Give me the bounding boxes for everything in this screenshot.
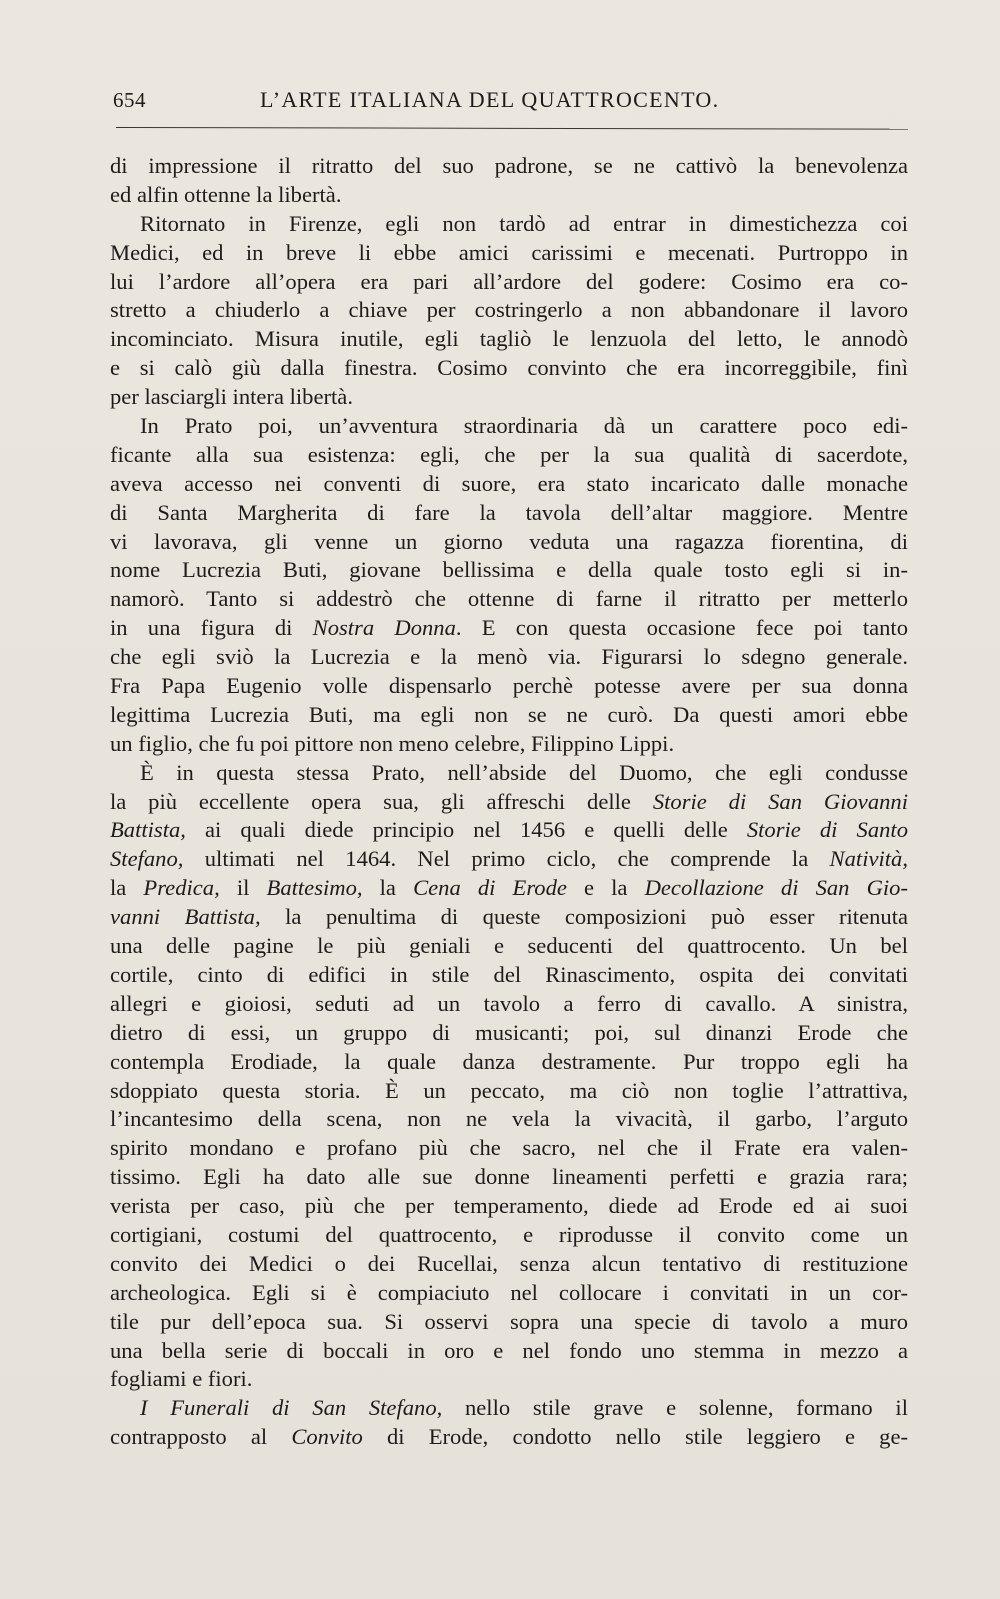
text-line: che egli sviò la Lucrezia e la menò via. Figurarsi lo sdegno generale. — [110, 644, 908, 670]
text-line: in una figura di Nostra Donna. E con questa occasione fece poi tanto — [110, 615, 908, 641]
text-line: Fra Papa Eugenio volle dispensarlo perchè potesse avere per sua donna — [110, 673, 908, 699]
text-line: archeologica. Egli si è compiaciuto nel collocare i convitati in un cor- — [110, 1279, 908, 1305]
text-line: vanni Battista, la penultima di queste composizioni può esser ritenuta — [110, 904, 908, 930]
text-line: Battista, ai quali diede principio nel 1456 e quelli delle Storie di Santo — [110, 817, 908, 843]
text-line: fogliami e fiori. — [110, 1366, 253, 1392]
text-line: di impressione il ritratto del suo padrone, se ne cattivò la benevolenza — [110, 153, 908, 178]
text-line: nome Lucrezia Buti, giovane bellissima e della quale tosto egli si in- — [110, 557, 908, 583]
text-line: In Prato poi, un’avventura straordinaria dà un carattere poco edi- — [140, 413, 908, 439]
text-line: verista per caso, più che per temperamento, diede ad Erode ed ai suoi — [110, 1193, 908, 1219]
text-line: cortigiani, costumi del quattrocento, e riprodusse il convito come un — [110, 1221, 908, 1247]
header-rule — [116, 127, 908, 130]
text-line: una delle pagine le più geniali e seducenti del quattrocento. Un bel — [110, 933, 908, 959]
text-line: un figlio, che fu poi pittore non meno celebre, Filippino Lippi. — [110, 730, 675, 756]
text-line: È in questa stessa Prato, nell’abside del Duomo, che egli condusse — [140, 759, 908, 785]
text-line: legittima Lucrezia Buti, ma egli non se ne curò. Da questi amori ebbe — [110, 701, 908, 727]
text-line: I Funerali di San Stefano, nello stile grave e solenne, formano il — [140, 1395, 908, 1421]
text-line: stretto a chiuderlo a chiave per costringerlo a non abbandonare il lavoro — [110, 297, 908, 323]
text-line: namorò. Tanto si addestrò che ottenne di farne il ritratto per metterlo — [110, 586, 908, 612]
text-line: Medici, ed in breve li ebbe amici carissimi e mecenati. Purtroppo in — [110, 239, 908, 265]
text-line: di Santa Margherita di fare la tavola dell’altar maggiore. Mentre — [110, 499, 908, 525]
text-line: dietro di essi, un gruppo di musicanti; poi, sul dinanzi Erode che — [110, 1019, 908, 1045]
text-line: Stefano, ultimati nel 1464. Nel primo ciclo, che comprende la Natività, — [110, 846, 908, 872]
body-text — [110, 152, 908, 1452]
text-line: sdoppiato questa storia. È un peccato, ma ciò non toglie l’attrattiva, — [110, 1077, 908, 1103]
text-line: vi lavorava, gli venne un giorno veduta una ragazza fiorentina, di — [110, 528, 908, 554]
text-line: ed alfin ottenne la libertà. — [110, 181, 342, 207]
text-line: Ritornato in Firenze, egli non tardò ad entrar in dimestichezza coi — [140, 210, 908, 236]
running-title: L’ARTE ITALIANA DEL QUATTROCENTO. — [260, 87, 720, 112]
text-line: e si calò giù dalla finestra. Cosimo convinto che era incorreggibile, finì — [110, 355, 908, 381]
text-line: una bella serie di boccali in oro e nel fondo uno stemma in mezzo a — [110, 1337, 908, 1363]
text-line: lui l’ardore all’opera era pari all’ardore del godere: Cosimo era co- — [110, 268, 908, 294]
text-line: allegri e gioiosi, seduti ad un tavolo a ferro di cavallo. A sinistra, — [110, 990, 908, 1016]
text-line: la Predica, il Battesimo, la Cena di Erode e la Decollazione di San Gio- — [110, 875, 908, 901]
text-line: la più eccellente opera sua, gli affreschi delle Storie di San Giovanni — [110, 788, 908, 814]
text-line: l’incantesimo della scena, non ne vela la vivacità, il garbo, l’arguto — [110, 1106, 908, 1132]
text-line: spirito mondano e profano più che sacro, nel che il Frate era valen- — [110, 1135, 908, 1161]
text-line: tile pur dell’epoca sua. Si osservi sopra una specie di tavolo a muro — [110, 1308, 908, 1334]
page-number: 654 — [113, 88, 146, 112]
text-line: convito dei Medici o dei Rucellai, senza alcun tentativo di restituzione — [110, 1250, 908, 1276]
text-line: tissimo. Egli ha dato alle sue donne lineamenti perfetti e grazia rara; — [110, 1164, 908, 1190]
text-line: per lasciargli intera libertà. — [110, 384, 353, 410]
page-header — [113, 84, 908, 120]
text-line: contempla Erodiade, la quale danza destramente. Pur troppo egli ha — [110, 1048, 908, 1074]
text-line: aveva accesso nei conventi di suore, era stato incaricato dalle monache — [110, 470, 908, 496]
text-line: ficante alla sua esistenza: egli, che per la sua qualità di sacerdote, — [110, 441, 908, 467]
text-line: incominciato. Misura inutile, egli tagliò le lenzuola del letto, le annodò — [110, 326, 908, 352]
text-line: cortile, cinto di edifici in stile del Rinascimento, ospita dei convitati — [110, 961, 908, 987]
text-line: contrapposto al Convito di Erode, condotto nello stile leggiero e ge- — [110, 1424, 909, 1450]
